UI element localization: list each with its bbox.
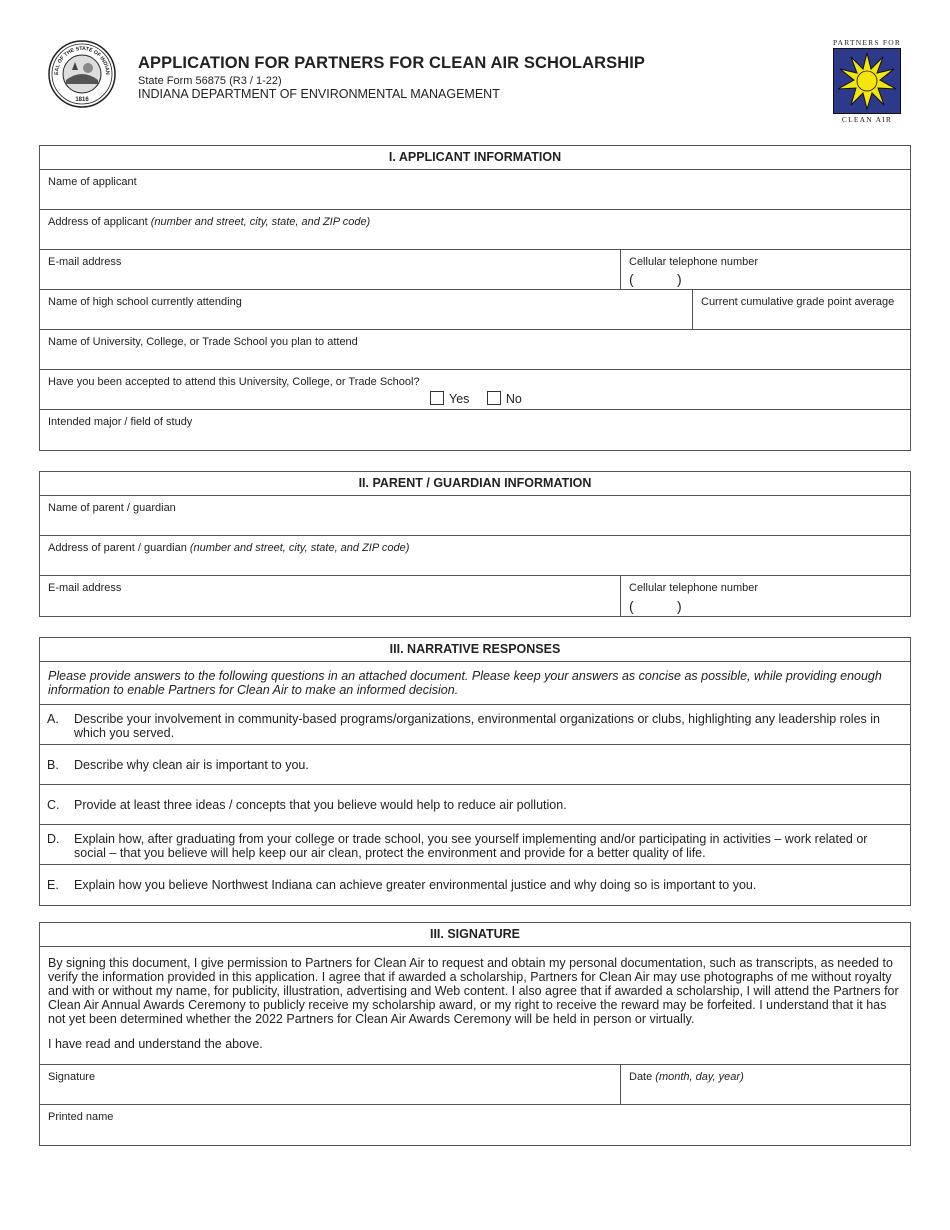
intended-major-label: Intended major / field of study <box>48 416 193 428</box>
item-letter: A. <box>47 712 59 726</box>
form-header <box>138 54 645 101</box>
date-label: Date (month, day, year) <box>629 1071 744 1083</box>
parent-address-field[interactable] <box>40 536 910 576</box>
item-text: Explain how, after graduating from your college or trade school, you see yourself implementing and/or participating in activities – work related or social – that you believe will help keep our air clean, protect the environment and provide for a better quality of life. <box>74 832 868 860</box>
applicant-address-label: Address of applicant (number and street, city, state, and ZIP code) <box>48 216 371 228</box>
applicant-name-label: Name of applicant <box>48 176 137 188</box>
form-title: APPLICATION FOR PARTNERS FOR CLEAN AIR SCHOLARSHIP <box>138 54 646 72</box>
logo-bottom-text: CLEAN AIR <box>841 115 893 124</box>
parent-guardian-section <box>39 471 911 617</box>
printed-name-field[interactable] <box>40 1105 910 1145</box>
parent-email-field[interactable] <box>40 576 620 616</box>
narrative-item <box>40 745 910 785</box>
gpa-field[interactable] <box>693 290 910 329</box>
signature-label: Signature <box>48 1071 96 1083</box>
narrative-item <box>40 865 910 905</box>
seal-text: EAL OF THE STATE OF INDIAN <box>53 45 111 76</box>
applicant-name-field[interactable] <box>40 170 910 210</box>
parent-cell-label: Cellular telephone number <box>629 582 759 594</box>
date-field[interactable] <box>621 1065 910 1104</box>
area-code-open: ( <box>629 271 634 287</box>
item-letter: D. <box>47 832 60 846</box>
high-school-field[interactable] <box>40 290 692 329</box>
gpa-label: Current cumulative grade point average <box>701 296 895 308</box>
high-school-label: Name of high school currently attending <box>48 296 242 308</box>
item-letter: C. <box>47 798 60 812</box>
item-text: Describe your involvement in community-based programs/organizations, environmental organizations or clubs, highlighting any leadership roles in which you served. <box>74 712 880 740</box>
parent-email-label: E-mail address <box>48 582 122 594</box>
item-text: Describe why clean air is important to you. <box>74 758 309 772</box>
yes-checkbox[interactable] <box>430 391 444 405</box>
printed-name-label: Printed name <box>48 1111 114 1123</box>
partners-logo <box>830 38 904 124</box>
narrative-item <box>40 785 910 825</box>
date-hint: (month, day, year) <box>655 1071 744 1083</box>
item-text: Explain how you believe Northwest Indiana can achieve greater environmental justice and why doing so is important to you. <box>74 878 757 892</box>
signature-row <box>40 1065 910 1105</box>
logo-top-text: PARTNERS FOR <box>832 38 902 47</box>
state-form-number: State Form 56875 (R3 / 1-22) <box>138 75 282 87</box>
accepted-yes-option[interactable] <box>430 392 469 406</box>
signature-section-heading: III. SIGNATURE <box>40 923 910 947</box>
applicant-cell-phone-field[interactable] <box>621 250 910 289</box>
accepted-label: Have you been accepted to attend this University, College, or Trade School? <box>48 376 420 388</box>
parent-name-label: Name of parent / guardian <box>48 502 176 514</box>
parent-contact-row <box>40 576 910 616</box>
area-code-close: ) <box>677 598 682 614</box>
high-school-row <box>40 290 910 330</box>
sun-icon <box>834 49 900 113</box>
area-code-open: ( <box>629 598 634 614</box>
seal-year: 1816 <box>75 97 89 103</box>
applicant-section-heading: I. APPLICANT INFORMATION <box>40 146 910 170</box>
university-field[interactable] <box>40 330 910 370</box>
item-text: Provide at least three ideas / concepts that you believe would help to reduce air pollution. <box>74 798 567 812</box>
logo-sun-box <box>833 48 901 114</box>
university-label: Name of University, College, or Trade School you plan to attend <box>48 336 358 348</box>
narrative-responses-section <box>39 637 911 906</box>
accepted-row <box>40 370 910 410</box>
applicant-email-label: E-mail address <box>48 256 122 268</box>
narrative-item <box>40 825 910 865</box>
signature-section <box>39 922 911 1146</box>
applicant-email-field[interactable] <box>40 250 620 289</box>
parent-name-field[interactable] <box>40 496 910 536</box>
item-letter: E. <box>47 878 59 892</box>
item-letter: B. <box>47 758 59 772</box>
parent-section-heading: II. PARENT / GUARDIAN INFORMATION <box>40 472 910 496</box>
accepted-options <box>430 391 590 406</box>
narrative-intro: Please provide answers to the following questions in an attached document. Please keep your answers as concise as possible, while providing enough information to enable Partners for Clean Air to make an informed decision. <box>40 662 910 705</box>
applicant-address-hint: (number and street, city, state, and ZIP code) <box>150 216 371 228</box>
acknowledgement: I have read and understand the above. <box>48 1037 263 1051</box>
parent-address-hint: (number and street, city, state, and ZIP code) <box>189 542 410 554</box>
intended-major-field[interactable] <box>40 410 910 450</box>
yes-label: Yes <box>449 392 470 406</box>
parent-cell-phone-field[interactable] <box>621 576 910 616</box>
narrative-item <box>40 705 910 745</box>
no-checkbox[interactable] <box>487 391 501 405</box>
signature-field[interactable] <box>40 1065 620 1104</box>
applicant-contact-row <box>40 250 910 290</box>
accepted-no-option[interactable] <box>487 392 522 406</box>
parent-address-label: Address of parent / guardian (number and street, city, state, and ZIP code) <box>48 542 410 554</box>
applicant-information-section <box>39 145 911 451</box>
consent-statement <box>40 947 910 1065</box>
applicant-cell-label: Cellular telephone number <box>629 256 759 268</box>
narrative-section-heading: III. NARRATIVE RESPONSES <box>40 638 910 662</box>
consent-paragraph: By signing this document, I give permission to Partners for Clean Air to request and obtain my personal documentation, such as transcripts, as needed to verify the information provided in this application. I agree that if awarded a scholarship, Partners for Clean Air may use photographs of me without royalty and with or without my name, for publicity, illustration, advertising and Web content. I also agree that if awarded a scholarship, I will attend the Partners for Clean Air Annual Awards Ceremony to publicly receive my scholarship award, or my right to receive the reward may be forfeited. I understand that it has not yet been determined whether the 2022 Partners for Clean Air Awards Ceremony will be held in person or virtually. <box>48 956 899 1026</box>
area-code-close: ) <box>677 271 682 287</box>
applicant-address-field[interactable] <box>40 210 910 250</box>
indiana-state-seal <box>48 40 116 108</box>
department-name: INDIANA DEPARTMENT OF ENVIRONMENTAL MANAGEMENT <box>138 87 500 101</box>
no-label: No <box>505 392 522 406</box>
